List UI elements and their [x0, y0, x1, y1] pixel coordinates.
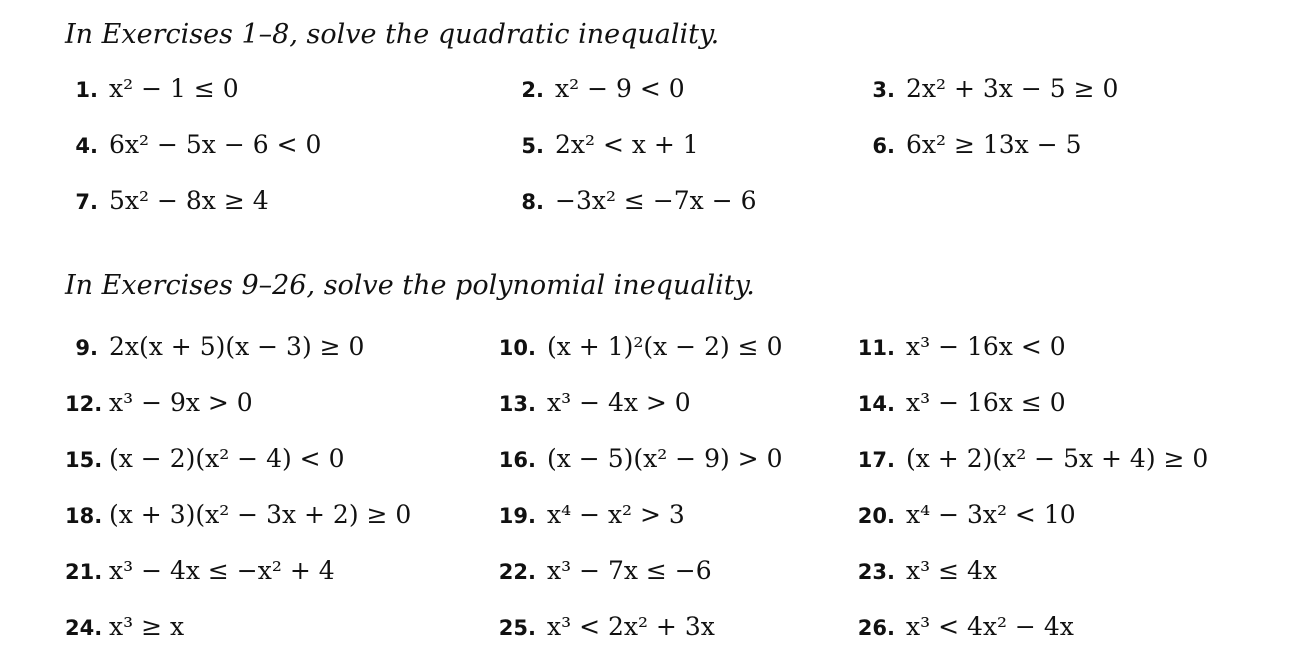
exercise-23: [855, 556, 997, 587]
exercise-22: [495, 556, 712, 587]
exercise-number: 23.: [857, 560, 895, 584]
exercise-number: 26.: [857, 616, 895, 640]
exercise-expression: 6x² − 5x − 6 < 0: [109, 130, 322, 159]
exercise-26: [855, 612, 1074, 643]
exercise-20: [855, 500, 1076, 531]
exercise-expression: (x − 5)(x² − 9) > 0: [547, 444, 783, 473]
exercise-13: [495, 388, 691, 419]
exercise-expression: x³ < 4x² − 4x: [906, 612, 1074, 641]
exercise-expression: (x + 2)(x² − 5x + 4) ≥ 0: [906, 444, 1209, 473]
exercise-number: 9.: [75, 336, 98, 360]
exercise-expression: x³ < 2x² + 3x: [547, 612, 715, 641]
exercise-expression: 2x(x + 5)(x − 3) ≥ 0: [109, 332, 365, 361]
exercise-18: [65, 500, 411, 531]
exercise-number: 12.: [65, 392, 103, 416]
exercise-number: 11.: [857, 336, 895, 360]
exercise-expression: (x − 2)(x² − 4) < 0: [109, 444, 345, 473]
exercise-expression: 5x² − 8x ≥ 4: [109, 186, 269, 215]
exercise-number: 24.: [65, 616, 103, 640]
section-heading: In Exercises 1–8, solve the quadratic inequality.: [65, 19, 720, 50]
exercise-25: [495, 612, 715, 643]
exercise-expression: x⁴ − x² > 3: [547, 500, 685, 529]
exercise-expression: x⁴ − 3x² < 10: [906, 500, 1076, 529]
exercise-number: 2.: [521, 78, 544, 102]
exercise-number: 14.: [857, 392, 895, 416]
exercise-number: 15.: [65, 448, 103, 472]
exercise-number: 17.: [857, 448, 895, 472]
exercise-expression: x² − 9 < 0: [555, 74, 685, 103]
exercise-expression: 2x² < x + 1: [555, 130, 699, 159]
exercise-14: [855, 388, 1066, 419]
exercise-expression: x³ − 16x < 0: [906, 332, 1066, 361]
section-heading: In Exercises 9–26, solve the polynomial inequality.: [65, 270, 755, 301]
exercise-number: 25.: [498, 616, 536, 640]
exercise-number: 10.: [498, 336, 536, 360]
exercise-expression: x³ − 16x ≤ 0: [906, 388, 1066, 417]
exercise-expression: x³ − 4x > 0: [547, 388, 691, 417]
exercise-expression: x³ ≤ 4x: [906, 556, 997, 585]
exercise-15: [65, 444, 344, 475]
exercise-expression: (x + 3)(x² − 3x + 2) ≥ 0: [109, 500, 412, 529]
exercise-number: 5.: [521, 134, 544, 158]
exercise-number: 22.: [498, 560, 536, 584]
exercise-6: [862, 130, 1082, 161]
exercise-7: [65, 186, 269, 217]
exercise-number: 18.: [65, 504, 103, 528]
exercise-21: [65, 556, 335, 587]
exercise-expression: x³ − 4x ≤ −x² + 4: [109, 556, 335, 585]
exercise-number: 1.: [75, 78, 98, 102]
exercise-number: 6.: [872, 134, 895, 158]
exercise-expression: (x + 1)²(x − 2) ≤ 0: [547, 332, 783, 361]
exercise-number: 13.: [498, 392, 536, 416]
exercise-number: 16.: [498, 448, 536, 472]
exercise-number: 19.: [498, 504, 536, 528]
exercise-expression: 2x² + 3x − 5 ≥ 0: [906, 74, 1119, 103]
exercise-16: [495, 444, 782, 475]
exercise-11: [855, 332, 1066, 363]
exercise-number: 3.: [872, 78, 895, 102]
exercise-expression: x³ ≥ x: [109, 612, 185, 641]
exercise-12: [65, 388, 253, 419]
exercise-2: [503, 74, 685, 105]
exercise-expression: x³ − 9x > 0: [109, 388, 253, 417]
exercise-expression: x² − 1 ≤ 0: [109, 74, 239, 103]
exercise-number: 21.: [65, 560, 103, 584]
exercise-expression: −3x² ≤ −7x − 6: [555, 186, 757, 215]
exercise-number: 4.: [75, 134, 98, 158]
exercise-8: [503, 186, 757, 217]
exercise-expression: x³ − 7x ≤ −6: [547, 556, 712, 585]
exercise-17: [855, 444, 1208, 475]
exercise-3: [862, 74, 1118, 105]
exercise-9: [65, 332, 364, 363]
exercise-10: [495, 332, 782, 363]
exercise-5: [503, 130, 699, 161]
exercise-number: 8.: [521, 190, 544, 214]
exercise-24: [65, 612, 184, 643]
exercise-expression: 6x² ≥ 13x − 5: [906, 130, 1082, 159]
exercise-number: 20.: [857, 504, 895, 528]
exercise-19: [495, 500, 685, 531]
exercise-4: [65, 130, 321, 161]
exercise-1: [65, 74, 239, 105]
exercise-number: 7.: [75, 190, 98, 214]
